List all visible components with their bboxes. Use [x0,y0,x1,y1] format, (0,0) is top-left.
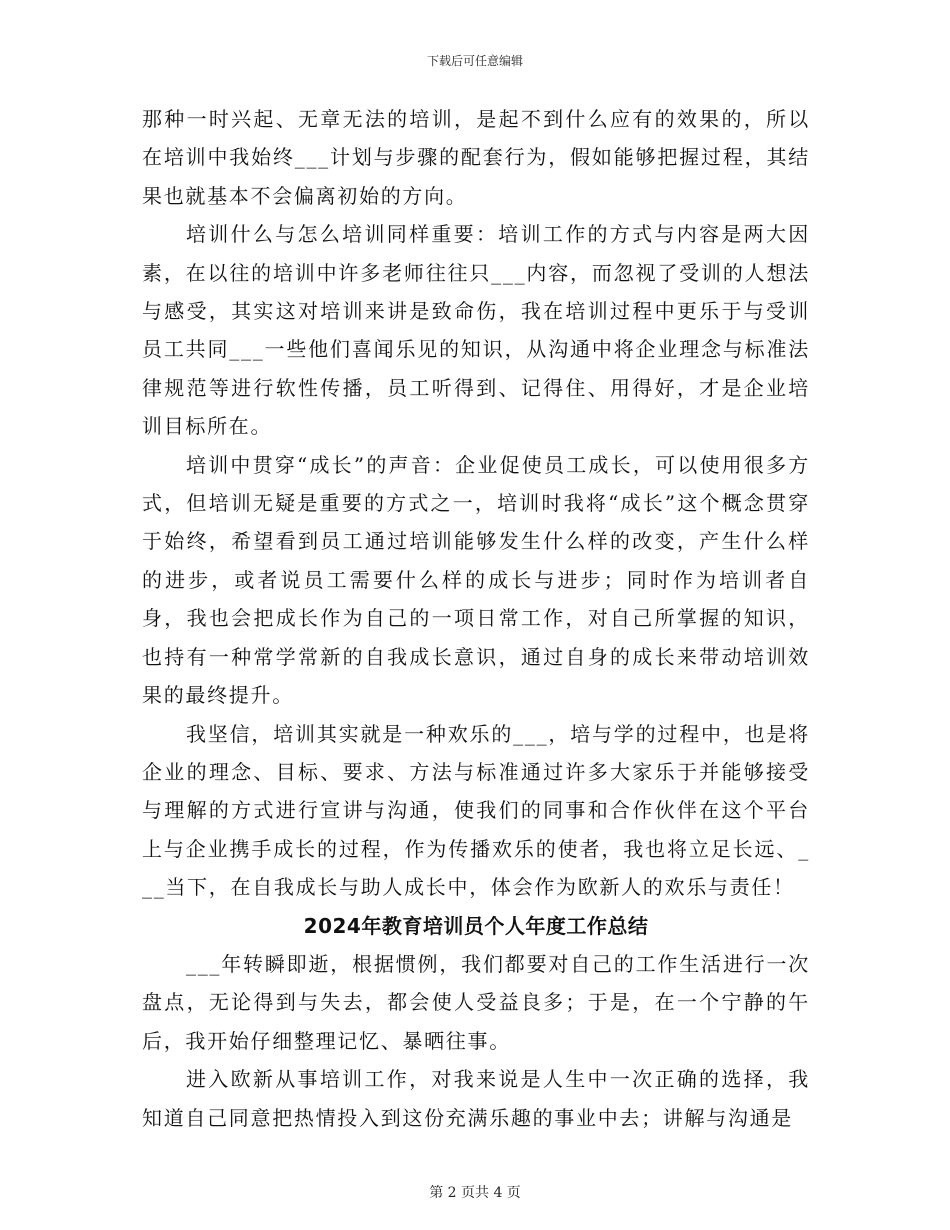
paragraph-training-content: 培训什么与怎么培训同样重要：培训工作的方式与内容是两大因素，在以往的培训中许多老师往往只___内容，而忽视了受训的人想法与感受，其实这对培训来讲是致命伤，我在培训过程中更乐于与受训员工共同___一些他们喜闻乐见的知识，从沟通中将企业理念与标准法律规范等进行软性传播，员工听得到、记得住、用得好，才是企业培训目标所在。 [142,222,810,439]
page-number: 第 2 页共 4 页 [429,1185,521,1201]
paragraph-continued: 那种一时兴起、无章无法的培训，是起不到什么应有的效果的，所以在培训中我始终___计划与步骤的配套行为，假如能够把握过程，其结果也就基本不会偏离初始的方向。 [142,107,810,208]
page-header-note: 下载后可任意编辑 [426,54,523,68]
paragraph-year-review: ___年转瞬即逝，根据惯例，我们都要对自己的工作生活进行一次盘点，无论得到与失去，都会使人受益良多；于是，在一个宁静的午后，我开始仔细整理记忆、暴晒往事。 [142,951,810,1053]
paragraph-belief: 我坚信，培训其实就是一种欢乐的___，培与学的过程中，也是将企业的理念、目标、要求、方法与标准通过许多大家乐于并能够接受与理解的方式进行宣讲与沟通，使我们的同事和合作伙伴在这个平台上与企业携手成长的过程，作为传播欢乐的使者，我也将立足长远、___当下，在自我成长与助人成长中，体会作为欧新人的欢乐与责任！ [142,721,810,900]
paragraph-growth: 培训中贯穿“成长”的声音：企业促使员工成长，可以使用很多方式，但培训无疑是重要的方式之一，培训时我将“成长”这个概念贯穿于始终，希望看到员工通过培训能够发生什么样的改变，产生什么样的进步，或者说员工需要什么样的成长与进步；同时作为培训者自身，我也会把成长作为自己的一项日常工作，对自己所掌握的知识，也持有一种常学常新的自我成长意识，通过自身的成长来带动培训效果的最终提升。 [142,452,810,708]
section-title: 2024年教育培训员个人年度工作总结 [303,913,649,938]
document-body [142,100,810,1137]
paragraph-joining: 进入欧新从事培训工作，对我来说是人生中一次正确的选择，我知道自己同意把热情投入到这份充满乐趣的事业中去；讲解与沟通是 [142,1067,810,1130]
